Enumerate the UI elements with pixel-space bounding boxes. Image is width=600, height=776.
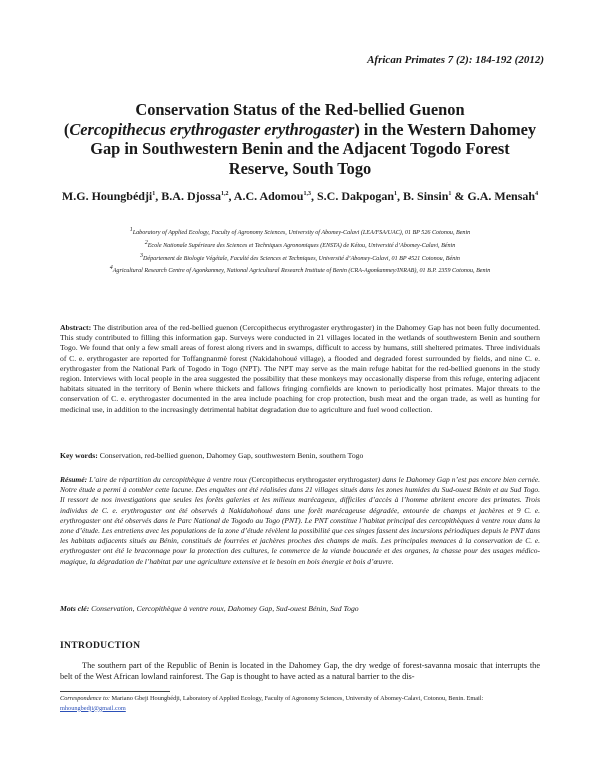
title-rest: ) in the Western Dahomey Gap in Southwestern Benin and the Adjacent Togodo Forest Reserve, South Togo bbox=[90, 119, 537, 178]
author: S.C. Dakpogan$^1$, bbox=[316, 189, 404, 203]
affiliation: $^2$Ecole Nationale Supérieure des Sciences et Techniques Agronomiques (ENSTA) de Kétou, Université d’Abomey-Calavi, Bénin bbox=[144, 239, 456, 249]
correspondence-label: Correspondence to: bbox=[60, 695, 110, 702]
footnote-divider bbox=[60, 691, 170, 692]
title-paren-open: ( bbox=[63, 119, 70, 139]
abstract-label: Abstract: bbox=[60, 323, 92, 332]
introduction-heading: INTRODUCTION bbox=[60, 640, 141, 651]
resume-species: Cercopithecus erythrogaster erythrogaster bbox=[251, 475, 378, 484]
abstract-text: The distribution area of the red-bellied guenon (Cercopithecus erythrogaster erythrogaster) in the Dahomey Gap has not been fully documented. This study contributed to filling this information gap. Surveys were conducted in 21 villages located in the wetlands of southwestern Benin and southern Togo. We found that only a few small areas of forest along rivers and in swamps, difficult to access by humans, still sheltered primates. Three individuals of C. e. erythrogaster are reported for Toffangnanmè forest (Nakidahohoué village), a flooded and degraded forest surrounded by fields, and nine C. e. erythrogaster from the National Park of Togodo in Togo (NPT). The NPT may serve as the main refuge habitat for the red-bellied guenons in the study region. Interviews with local people in the area suggested the possibility that these monkeys may occasionally disperse from this refuge, entering adjacent habitats situated in the territory of Benin where thickets and fallows fringing cornfields are known to periodically host primates. Major threats to the conservation of C. e. erythrogaster documented in the area include poaching for crop protection, bush meat and the organ trade, as well as hunting for medicinal use, in addition to the increasingly detrimental habitat degradation due to agriculture and fuel wood collection. bbox=[60, 323, 540, 414]
introduction-paragraph: The southern part of the Republic of Benin is located in the Dahomey Gap, the dry wedge of forest-savanna mosaic that interrupts the belt of the West African lowland rainforest. The Gap is thought to have acted as a natural barrier to the dis- bbox=[60, 661, 540, 682]
mots-cles bbox=[60, 604, 540, 614]
keywords-text: Conservation, red-bellied guenon, Dahomey Gap, southwestern Benin, southern Togo bbox=[97, 451, 364, 460]
keywords bbox=[60, 451, 540, 461]
affiliation: $^3$Département de Biologie Végétale, Faculté des Sciences et Techniques, Université d’Abomey-Calavi, 01 BP 4521 Cotonou, Bénin bbox=[140, 252, 460, 262]
title-line1: Conservation Status of the Red-bellied Guenon bbox=[135, 100, 465, 119]
author: B.A. Djossa$^{1,2}$, bbox=[161, 189, 234, 203]
author: A.C. Adomou$^{1,3}$, bbox=[233, 189, 317, 203]
abstract bbox=[60, 323, 540, 415]
author-list bbox=[60, 187, 540, 204]
author: G.A. Mensah$^4$ bbox=[467, 189, 539, 203]
correspondence-note: Correspondence to: Mariano Gbeji Houngbédji, Laboratory of Applied Ecology, Faculty of Agronomy Sciences, University of Abomey-Calavi, Cotonou, Benin. Email: mhoungbedji@gmail.com bbox=[60, 695, 484, 712]
mots-cles-text: Conservation, Cercopithèque à ventre roux, Dahomey Gap, Sud-ouest Bénin, Sud Togo bbox=[89, 604, 359, 613]
resume: Résumé: L’aire de répartition du cercopithèque à ventre roux (Cercopithecus erythrogaster erythrogaster) dans le Dahomey Gap n’est pas encore bien cernée. Notre étude a permi à combler cette lacune. Des enquêtes ont été réalisées dans 21 villages situés dans les zones humides du Sud-ouest Bénin et au Sud Togo. Il ressort de nos investigations que seules les forêts galeries et les milieux marécageux, difficiles d’accès à l’homme abritent encore des primates. Trois individus de C. e. erythrogaster ont été observés à Nakidahohoué dans une forêt marécageuse dégradée, entourée de champs et jachères et 9 C. e. erythrogaster ont été observés dans le Parc National de Togodo au Togo (PNT). Le PNT constitue l’habitat principal des cercopithèques à ventre roux dans la zone d’étude. Les entretiens avec les populations de la zone d’étude révèlent la possibilité que ces singes fassent des incursions périodiques depuis le PNT dans les habitats adjacents situés au Bénin, constitués de fourrées et jachères proches des champs de maïs. Les principales menaces à la conservation de C. e. erythrogaster ont été le braconnage pour la protection des cultures, le commerce de la viande boucanée et des organes, la chasse pour des usages médico-magique, la dégradation de l’habitat par une agriculture extensive et le besoin en bois énergie et bois d’œuvre. bbox=[60, 475, 540, 566]
affiliation: $^1$Laboratory of Applied Ecology, Faculty of Agronomy Sciences, University of Abomey-Calavi (LEA/FSA/UAC), 01 BP 526 Cotonou, Benin bbox=[129, 227, 471, 237]
mots-cles-label: Mots clé: bbox=[60, 604, 90, 613]
journal-citation: African Primates 7 (2): 184-192 (2012) bbox=[367, 54, 544, 66]
paper-title bbox=[60, 100, 540, 178]
email-link[interactable]: mhoungbedji@gmail.com bbox=[60, 704, 126, 712]
affiliation: $^4$Agricultural Research Centre of Agonkanmey, National Agricultural Research Institute of Benin (CRA-Agonkanmey/INRAB), 01 B.P. 2359 Cotonou, Benin bbox=[109, 265, 491, 275]
author: M.G. Houngbédji$^1$, bbox=[61, 189, 162, 203]
resume-label: Résumé: bbox=[60, 475, 88, 484]
title-species: Cercopithecus erythrogaster erythrogaster bbox=[69, 119, 355, 139]
author: B. Sinsin$^1$ & bbox=[403, 189, 468, 203]
affiliations bbox=[62, 226, 538, 277]
keywords-label: Key words: bbox=[60, 451, 98, 460]
